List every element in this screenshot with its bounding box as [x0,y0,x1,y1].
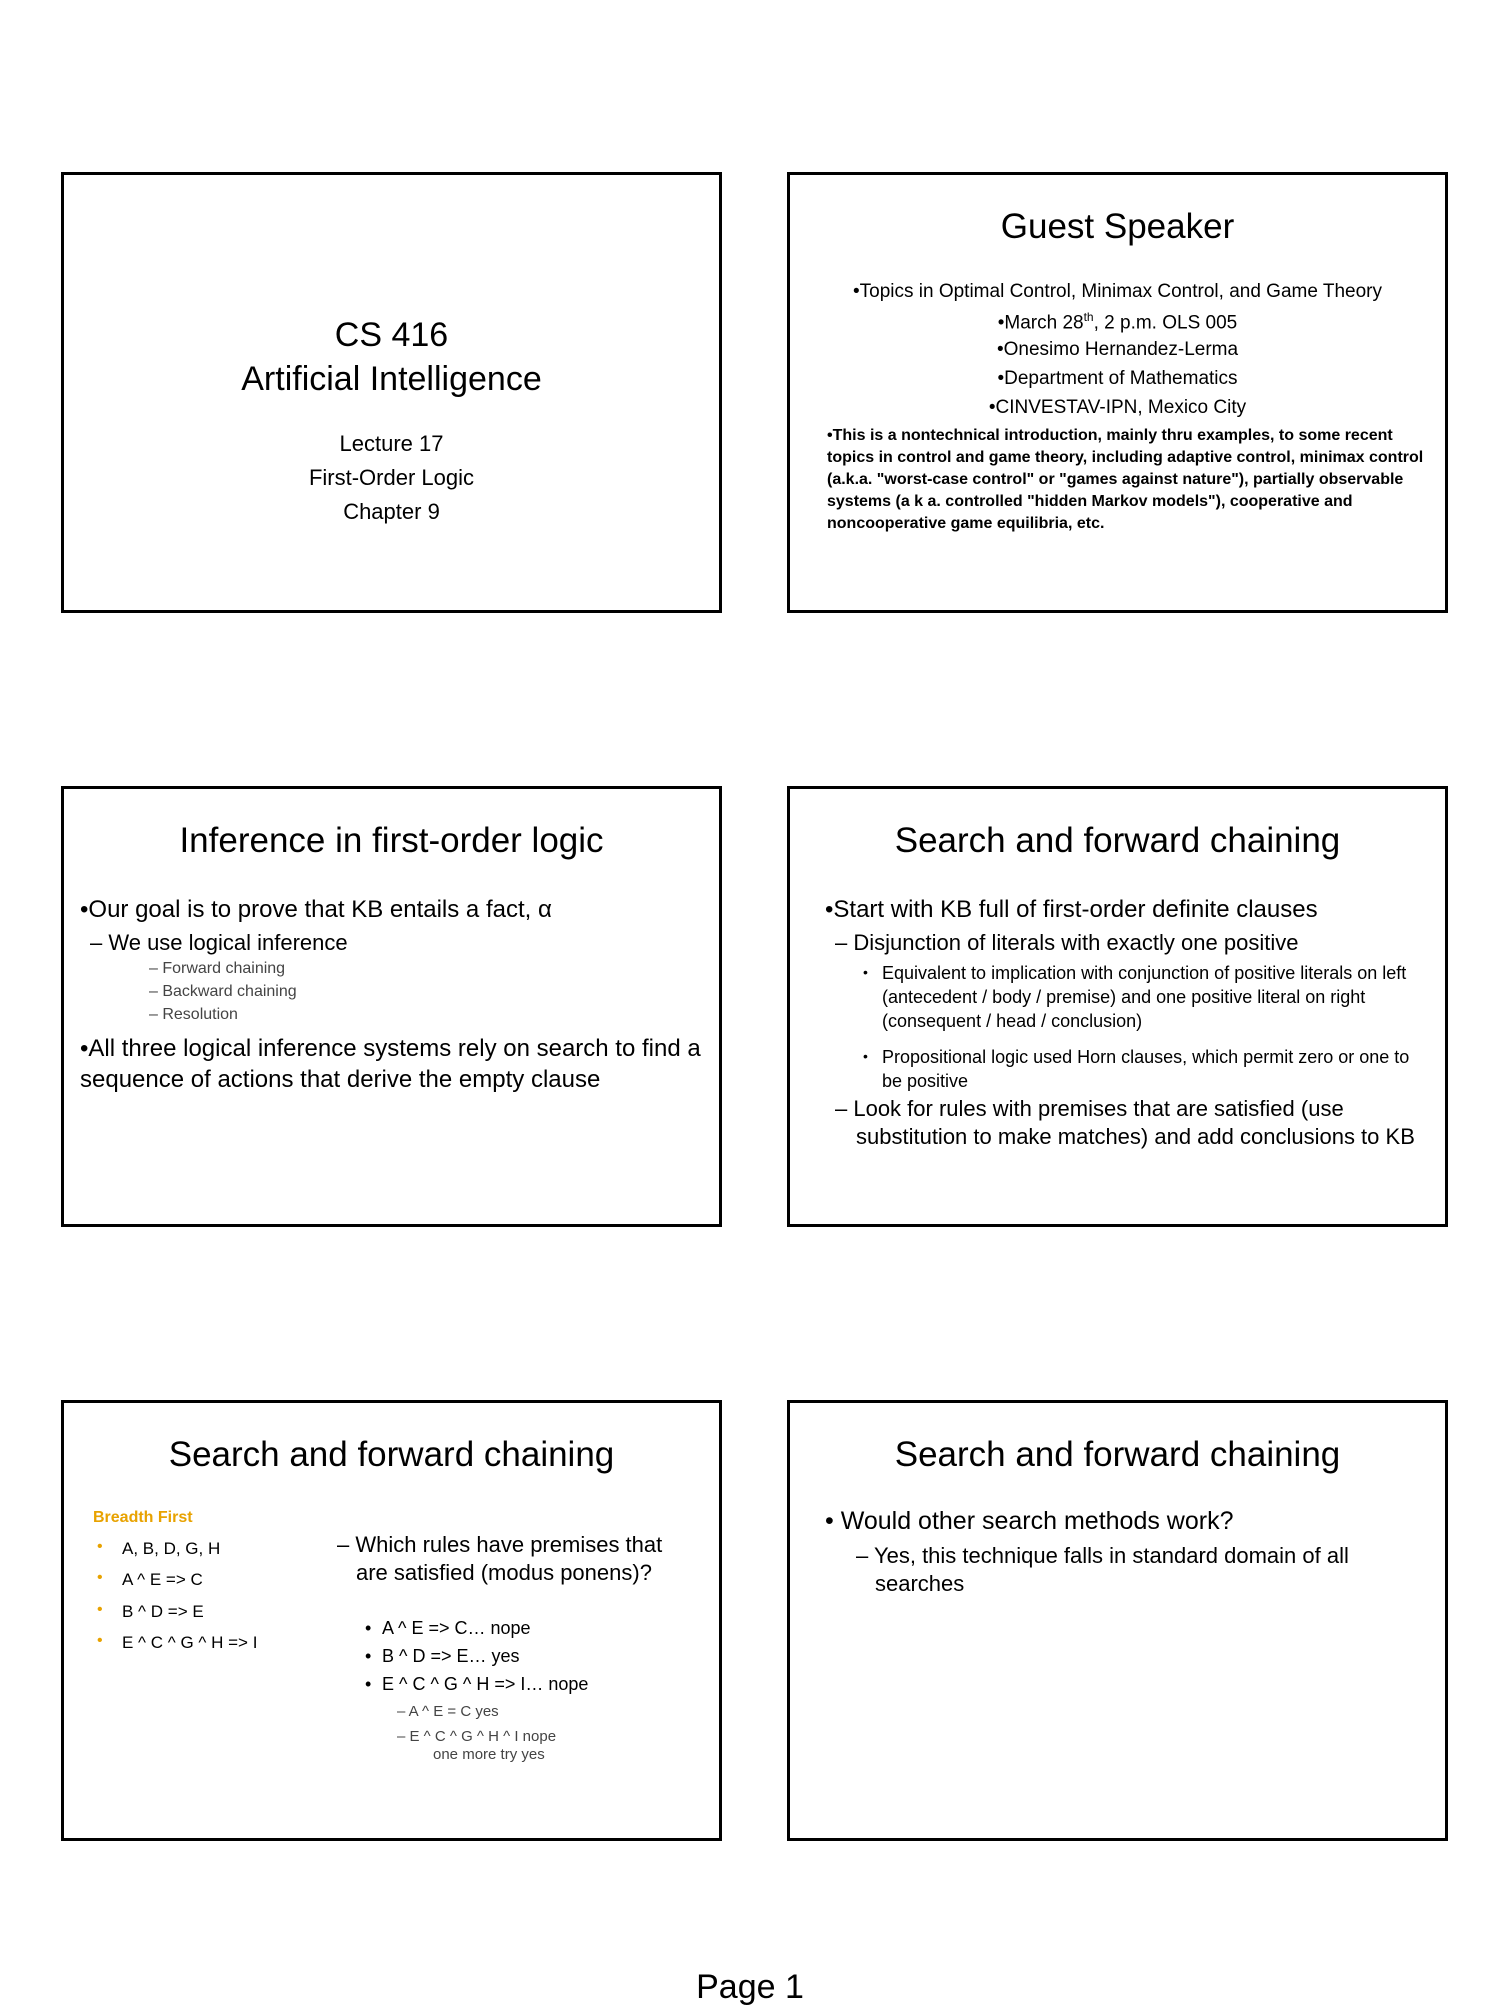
slide-3 [61,786,722,1227]
speaker-name: •Onesimo Hernandez-Lerma [996,339,1239,360]
modus-ponens-question: – Which rules have premises that are satisfied (modus ponens)? [337,1532,663,1585]
course-code: CS 416 [334,316,449,354]
answer-dot-2: • [365,1646,372,1666]
bullet-look-for-rules: – Look for rules with premises that are satisfied (use substitution to make matches) and add conclusions to KB [835,1096,1415,1149]
bullet-search: •All three logical inference systems rely on search to find a sequence of actions that derive the empty clause [80,1035,701,1093]
detail-3: one more try yes [433,1746,545,1763]
slide-1-subtitle [64,427,719,529]
item-forward-chaining: – Forward chaining [149,960,286,977]
bullet-other-search: • Would other search methods work? [825,1507,1234,1535]
bf-item-1: A, B, D, G, H [122,1539,221,1558]
slide-4 [787,786,1448,1227]
detail-1: – A ^ E = C yes [397,1703,499,1720]
slide-1 [61,172,722,613]
lecture-topic: First-Order Logic [308,465,475,490]
bf-item-3: B ^ D => E [122,1602,204,1621]
item-resolution: – Resolution [149,1006,238,1023]
slide-4-title: Search and forward chaining [894,821,1341,860]
slide-1-title [64,313,719,401]
talk-date [790,310,1445,334]
bullet-standard-domain: – Yes, this technique falls in standard domain of all searches [856,1543,1349,1596]
bullet-horn-clauses: Propositional logic used Horn clauses, which permit zero or one to be positive [882,1047,1410,1091]
slide-3-title: Inference in first-order logic [179,821,604,860]
speaker-department: •Department of Mathematics [997,368,1238,389]
bf-dot-4: • [97,1632,103,1649]
bullet-logical-inference: – We use logical inference [90,930,348,955]
answer-2: B ^ D => E… yes [382,1646,520,1666]
bf-item-4: E ^ C ^ G ^ H => I [122,1633,258,1652]
item-backward-chaining: – Backward chaining [149,983,297,1000]
bf-dot-2: • [97,1569,103,1586]
bf-dot-3: • [97,1601,103,1618]
slide-5 [61,1400,722,1841]
answer-dot-3: • [365,1674,372,1694]
answer-3: E ^ C ^ G ^ H => I… nope [382,1674,589,1694]
talk-date-prefix: •March 28 [997,312,1084,334]
bf-item-2: A ^ E => C [122,1570,203,1589]
bullet-goal: •Our goal is to prove that KB entails a fact, α [80,896,552,923]
talk-topic: •Topics in Optimal Control, Minimax Control, and Game Theory [852,281,1382,302]
detail-2: – E ^ C ^ G ^ H ^ I nope [397,1728,557,1745]
bf-dot-1: • [97,1538,103,1555]
talk-date-suffix: , 2 p.m. OLS 005 [1093,312,1238,334]
lecture-number: Lecture 17 [339,431,444,456]
breadth-first-heading: Breadth First [93,1509,193,1526]
bullet-dot-2: • [863,1048,868,1064]
bullet-definite-clauses: •Start with KB full of first-order definite clauses [825,896,1318,923]
slide-5-title: Search and forward chaining [168,1435,615,1474]
slide-6 [787,1400,1448,1841]
speaker-institution: •CINVESTAV-IPN, Mexico City [988,397,1247,418]
slide-6-title: Search and forward chaining [894,1435,1341,1474]
bullet-implication: Equivalent to implication with conjunction of positive literals on left (antecedent / body / premise) and one positive literal on right (consequent / head / conclusion) [882,963,1407,1031]
page-number: Page 1 [696,1968,804,2006]
slide-2 [787,172,1448,613]
talk-abstract: •This is a nontechnical introduction, mainly thru examples, to some recent topics in control and game theory, including adaptive control, minimax control (a.k.a. "worst-case control" or "games against nature"), partially observable systems (a k a. controlled "hidden Markov models"), cooperative and noncooperative game equilibria, etc. [827,427,1424,532]
answer-dot-1: • [365,1618,372,1638]
course-name: Artificial Intelligence [241,360,542,398]
slide-2-title: Guest Speaker [1000,207,1235,246]
answer-1: A ^ E => C… nope [382,1618,531,1638]
bullet-dot-1: • [863,964,868,980]
chapter-label: Chapter 9 [343,499,440,524]
talk-date-sup: th [1083,310,1094,324]
bullet-disjunction: – Disjunction of literals with exactly one positive [835,930,1299,955]
